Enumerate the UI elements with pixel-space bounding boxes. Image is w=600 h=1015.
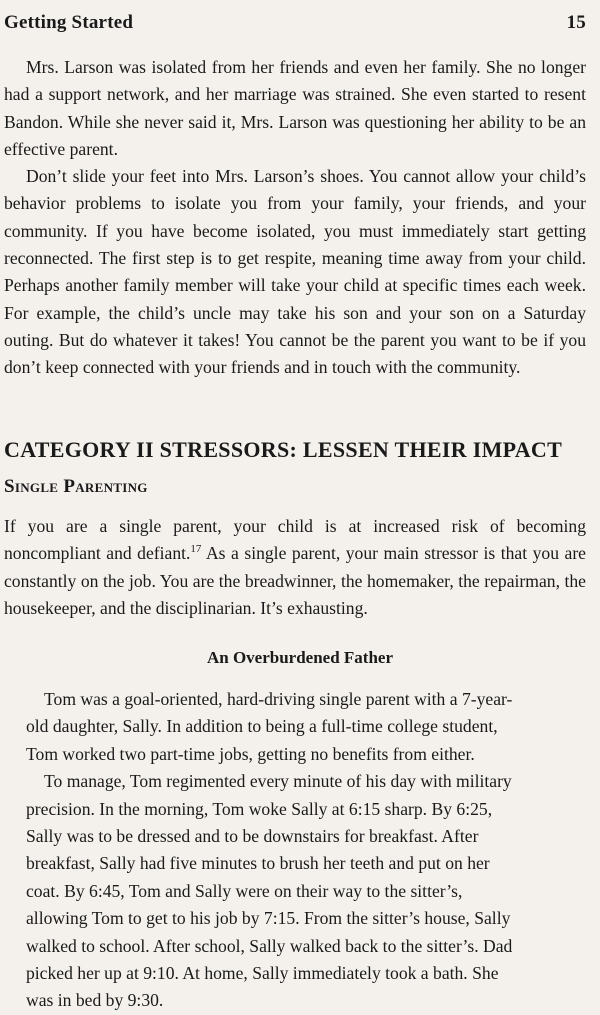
chapter-title: Getting Started <box>4 12 134 33</box>
paragraph: Tom was a goal-oriented, hard-driving single parent with a 7-year-old daughter, Sally. In addition to being a full-time college student, Tom worked two part-time jobs, getting no benefits from either. <box>26 689 513 764</box>
page-number: 15 <box>566 12 586 33</box>
paragraph-text: As a single parent, your main stressor is that you are constantly on the job. You are the breadwinner, the homemaker, the repairman, the housekeeper, and the disciplinarian. It’s exhausting. <box>4 543 586 618</box>
body-block-2 <box>4 513 586 622</box>
running-header <box>4 12 586 34</box>
paragraph: Mrs. Larson was isolated from her friends and even her family. She no longer had a support network, and her marriage was strained. She even started to resent Bandon. While she never said it, Mrs. Larson was questioning her ability to be an effective parent. <box>4 57 586 159</box>
case-study-title: An Overburdened Father <box>206 648 394 667</box>
paragraph: To manage, Tom regimented every minute of his day with military precision. In the morning, Tom woke Sally at 6:15 sharp. By 6:25, Sally was to be dressed and to be downstairs for breakfast. After breakfast, Sally had five minutes to brush her teeth and put on her coat. By 6:45, Tom and Sally were on their way to the sitter’s, allowing Tom to get to his job by 7:15. From the sitter’s house, Sally walked to school. After school, Sally walked back to the sitter’s. Dad picked her up at 9:10. At home, Sally immediately took a bath. She was in bed by 9:30. <box>26 771 513 1011</box>
section-heading: CATEGORY II STRESSORS: LESSEN THEIR IMPACT <box>4 437 563 462</box>
subsection-heading: Single Parenting <box>4 476 148 497</box>
footnote-reference: 17 <box>190 543 202 556</box>
paragraph <box>4 513 586 622</box>
paragraph: Don’t slide your feet into Mrs. Larson’s shoes. You cannot allow your child’s behavior problems to isolate you from your family, your friends, and your community. If you have become isolated, you must immediately start getting reconnected. The first step is to get respite, meaning time away from your child. Perhaps another family member will take your child at specific times each week. For example, the child’s uncle may take his son and your son on a Saturday outing. But do whatever it takes! You cannot be the parent you want to be if you don’t keep connected with your friends and in touch with the community. <box>4 166 586 378</box>
paragraph-text: If you are a single parent, your child is at increased risk of becoming noncompliant and defiant. <box>4 516 586 564</box>
case-study-text <box>26 686 516 1015</box>
body-block-1 <box>4 54 586 382</box>
